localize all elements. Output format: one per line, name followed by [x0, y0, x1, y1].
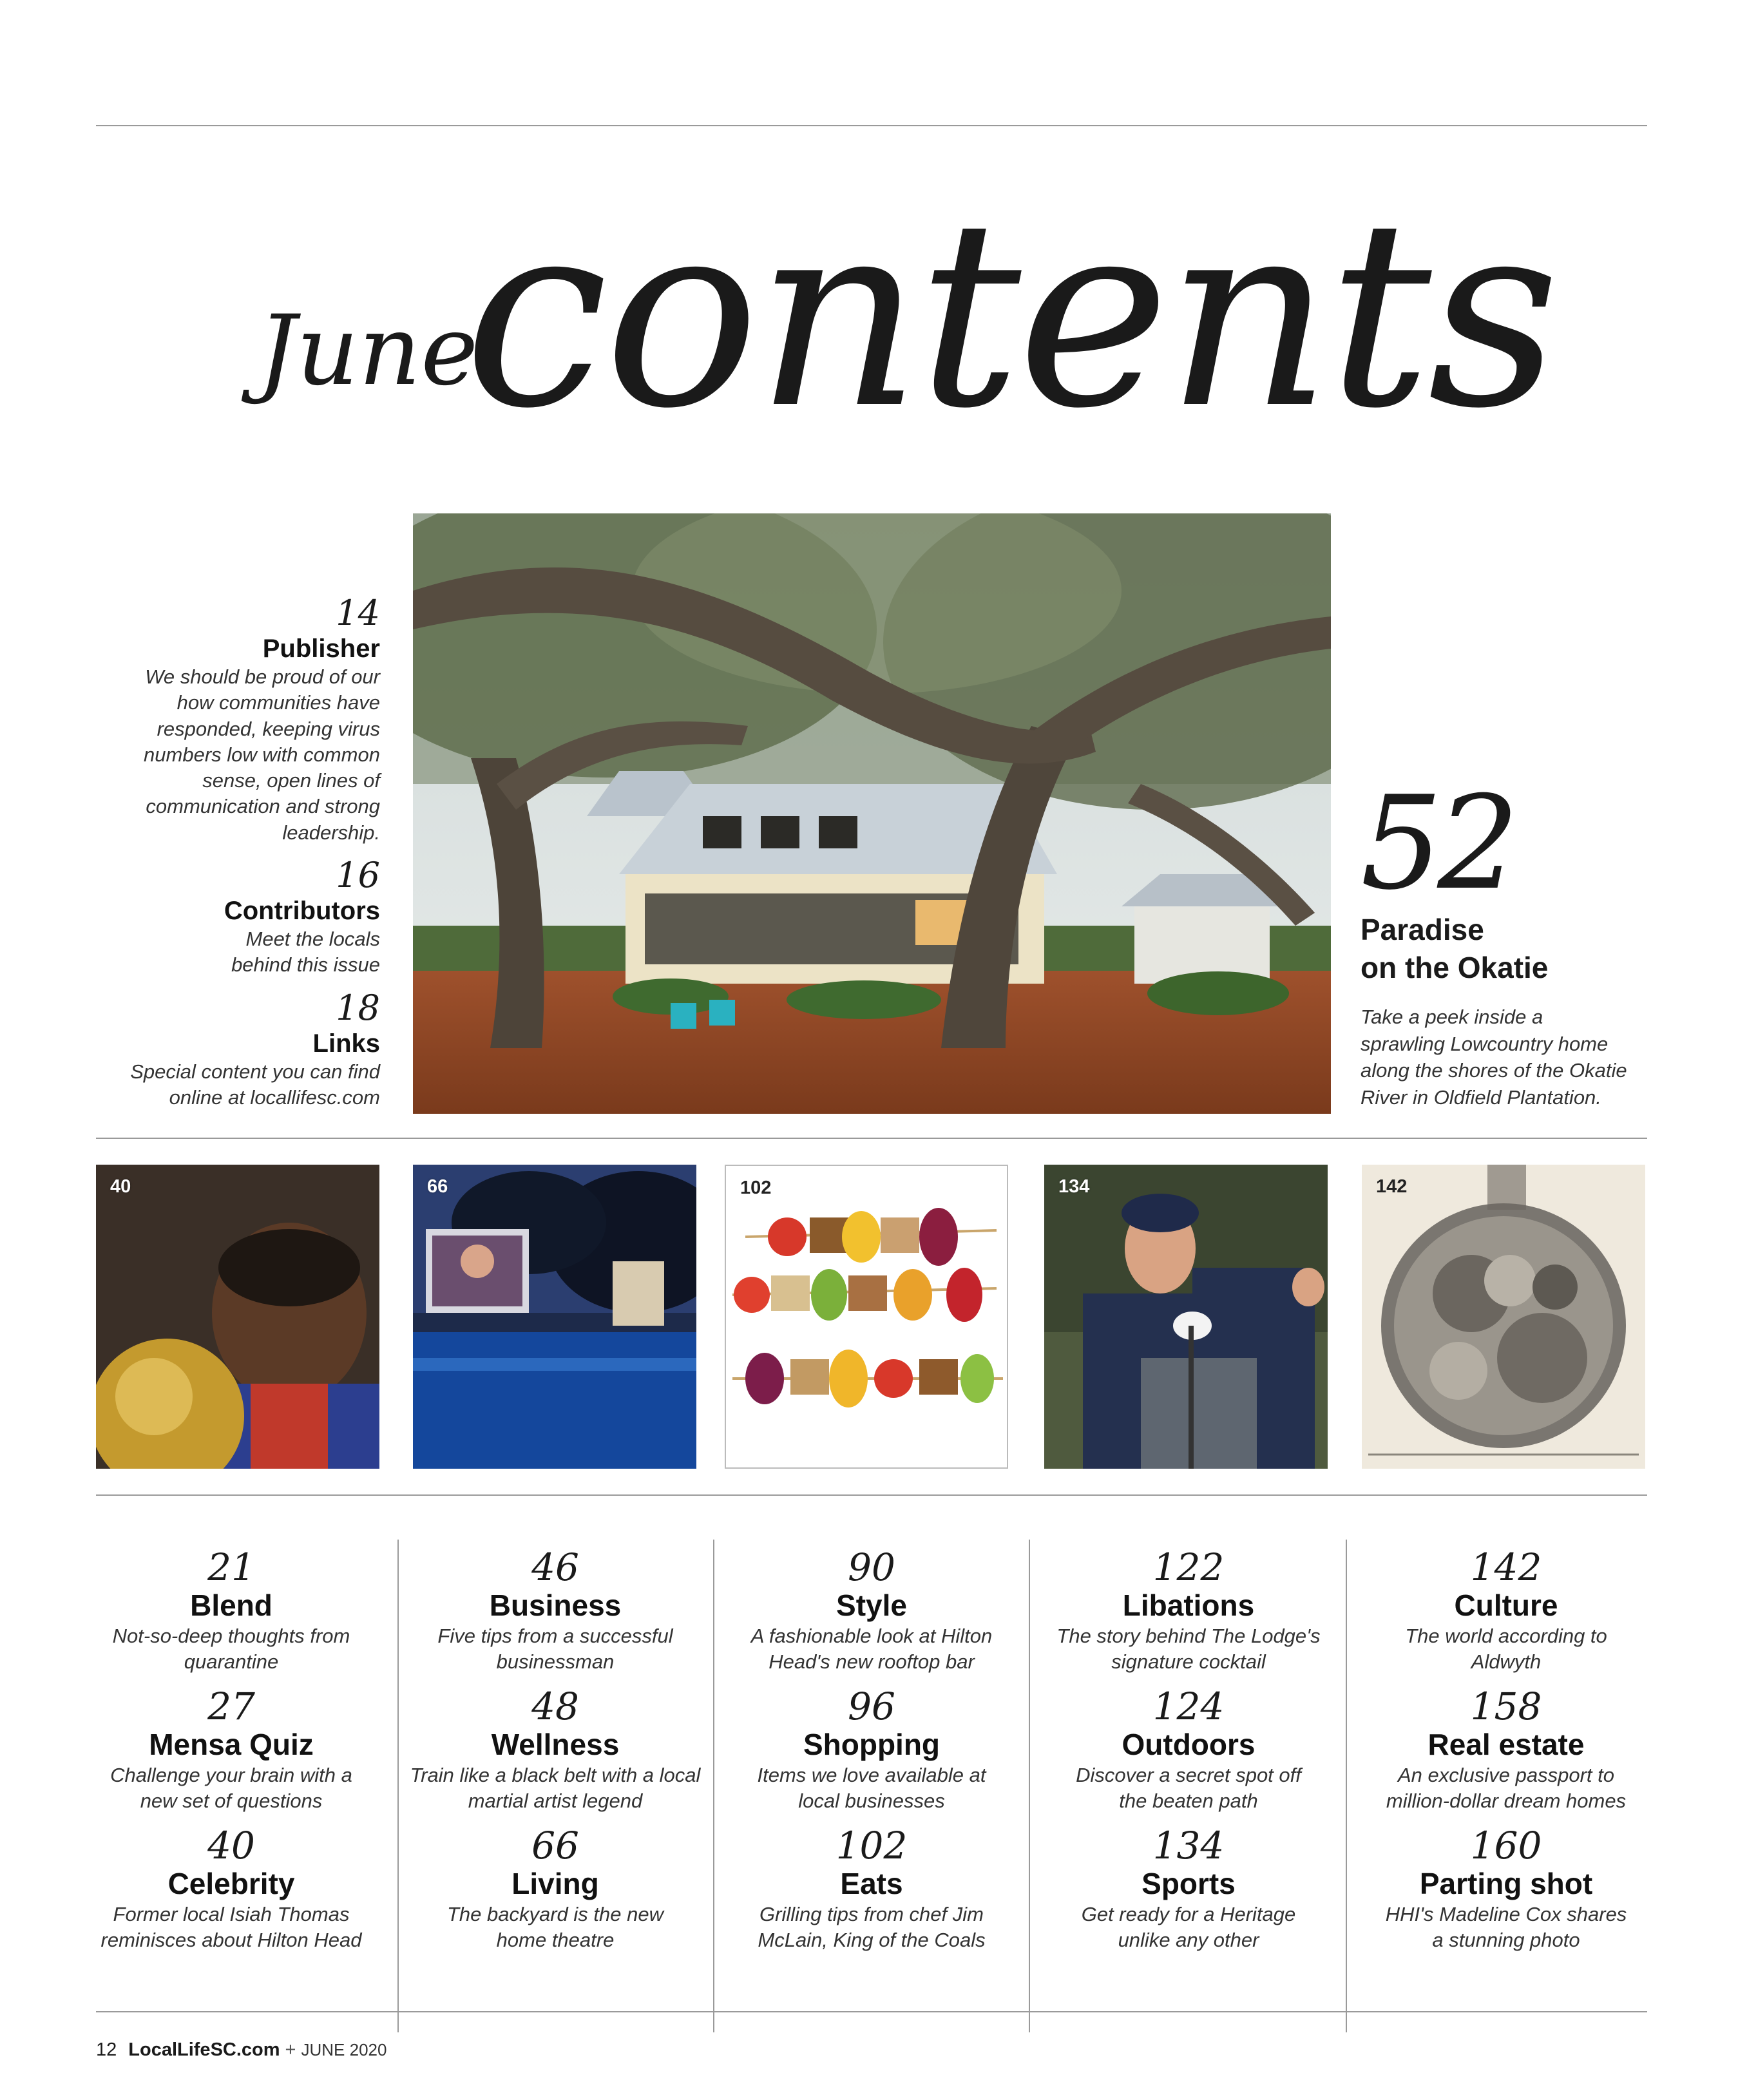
thumbnail-page-number: 66: [427, 1176, 448, 1197]
column-divider: [1346, 1540, 1347, 2032]
toc-column-5: [1355, 1547, 1657, 1965]
thumbnail-page-number: 102: [740, 1178, 772, 1198]
thumbnail-culture[interactable]: [1362, 1165, 1645, 1469]
feature-story[interactable]: [1361, 768, 1631, 1111]
section-title: Wellness: [491, 1728, 620, 1761]
thumbnail-page-number: 134: [1058, 1176, 1090, 1197]
mid-rule: [96, 1138, 1647, 1139]
thumbnail-sports[interactable]: [1044, 1165, 1328, 1469]
page-title: contents: [464, 166, 1556, 465]
section-description: An exclusive passport to million-dollar dream homes: [1386, 1764, 1627, 1812]
toc-column-2: [404, 1547, 707, 1965]
section-title: Business: [489, 1589, 622, 1622]
left-section-publisher[interactable]: [90, 593, 380, 846]
page-number: 16: [336, 855, 380, 895]
toc-column-4: [1037, 1547, 1340, 1965]
section-description: Special content you can find online at locallifesc.com: [130, 1060, 380, 1109]
toc-entry-business[interactable]: [404, 1547, 707, 1686]
page-number: 90: [848, 1545, 895, 1589]
page-footer: [96, 2039, 387, 2061]
feature-title: [1361, 911, 1631, 987]
section-description: Get ready for a Heritage unlike any other: [1081, 1903, 1296, 1951]
section-description: Train like a black belt with a local martial artist legend: [410, 1764, 701, 1812]
page-number: 21: [207, 1545, 255, 1589]
toc-entry-culture[interactable]: [1355, 1547, 1657, 1686]
title-month: June: [258, 295, 479, 407]
toc-entry-sports[interactable]: [1037, 1826, 1340, 1965]
section-title: Publisher: [262, 635, 380, 663]
section-description: Former local Isiah Thomas reminisces about Hilton Head: [100, 1903, 362, 1951]
page-number: 48: [531, 1685, 579, 1728]
page-number: 158: [1470, 1685, 1542, 1728]
folio-page-number: 12: [96, 2039, 117, 2060]
section-title: Contributors: [224, 897, 380, 925]
section-description: The backyard is the new home theatre: [446, 1903, 664, 1951]
section-title: Sports: [1141, 1867, 1236, 1900]
section-title: Parting shot: [1419, 1867, 1593, 1900]
section-title: Style: [836, 1589, 907, 1622]
feature-title-line2: on the Okatie: [1361, 950, 1549, 984]
thumbnail-eats[interactable]: [725, 1165, 1008, 1469]
section-title: Real estate: [1428, 1728, 1585, 1761]
page-number: 18: [336, 988, 380, 1028]
feature-page-number: 52: [1361, 768, 1514, 919]
feature-description: Take a peek inside a sprawling Lowcountry home along the shores of the Okatie River in Oldfield Plantation.: [1361, 1005, 1627, 1109]
page-number: 160: [1470, 1824, 1542, 1867]
column-divider: [713, 1540, 714, 2032]
section-title: Outdoors: [1122, 1728, 1256, 1761]
toc-entry-outdoors[interactable]: [1037, 1686, 1340, 1826]
toc-entry-shopping[interactable]: [720, 1686, 1023, 1826]
page-number: 142: [1470, 1545, 1542, 1589]
page-number: 102: [836, 1824, 908, 1867]
top-rule: [96, 125, 1647, 126]
toc-entry-mensa-quiz[interactable]: [80, 1686, 383, 1826]
section-description: A fashionable look at Hilton Head's new rooftop bar: [750, 1625, 993, 1673]
footer-issue-date: JUNE 2020: [301, 2040, 387, 2059]
feature-title-line1: Paradise: [1361, 913, 1484, 946]
section-description: Five tips from a successful businessman: [437, 1625, 673, 1673]
page-number: 66: [531, 1824, 579, 1867]
section-title: Eats: [840, 1867, 903, 1900]
section-description: HHI's Madeline Cox shares a stunning photo: [1385, 1903, 1627, 1951]
section-title: Celebrity: [167, 1867, 295, 1900]
section-title: Mensa Quiz: [149, 1728, 314, 1761]
section-description: Items we love available at local businesses: [757, 1764, 986, 1812]
hero-photo-house: [413, 513, 1331, 1114]
toc-entry-wellness[interactable]: [404, 1686, 707, 1826]
toc-entry-celebrity[interactable]: [80, 1826, 383, 1965]
bottom-rule: [96, 2011, 1647, 2012]
page-number: 96: [848, 1685, 895, 1728]
page-number: 14: [336, 593, 380, 633]
thumbnail-page-number: 142: [1376, 1176, 1408, 1197]
left-section-contributors[interactable]: [90, 855, 380, 978]
toc-entry-eats[interactable]: [720, 1826, 1023, 1965]
section-title: Shopping: [803, 1728, 941, 1761]
page-number: 134: [1152, 1824, 1225, 1867]
section-description: The story behind The Lodge's signature cocktail: [1056, 1625, 1321, 1673]
thumbnail-page-number: 40: [110, 1176, 131, 1197]
page-number: 122: [1152, 1545, 1225, 1589]
toc-entry-style[interactable]: [720, 1547, 1023, 1686]
section-description: Not-so-deep thoughts from quarantine: [112, 1625, 350, 1673]
section-title: Culture: [1454, 1589, 1558, 1622]
section-description: We should be proud of our how communities have responded, keeping virus numbers low with common sense, open lines of communication and strong leadership.: [144, 665, 380, 844]
toc-entry-libations[interactable]: [1037, 1547, 1340, 1686]
section-description: Discover a secret spot off the beaten path: [1076, 1764, 1301, 1812]
toc-column-3: [720, 1547, 1023, 1965]
toc-entry-blend[interactable]: [80, 1547, 383, 1686]
column-divider: [397, 1540, 399, 2032]
toc-entry-real-estate[interactable]: [1355, 1686, 1657, 1826]
footer-separator: +: [285, 2039, 296, 2060]
thumbnail-living[interactable]: [413, 1165, 696, 1469]
page-number: 40: [207, 1824, 255, 1867]
toc-column-1: [80, 1547, 383, 1965]
section-title: Libations: [1122, 1589, 1255, 1622]
section-title: Blend: [190, 1589, 272, 1622]
section-title: Living: [511, 1867, 599, 1900]
thumbnail-celebrity[interactable]: [96, 1165, 379, 1469]
grid-top-rule: [96, 1494, 1647, 1496]
page-number: 46: [531, 1545, 579, 1589]
section-description: Challenge your brain with a new set of questions: [110, 1764, 352, 1812]
section-title: Links: [312, 1029, 380, 1058]
left-section-links[interactable]: [90, 988, 380, 1111]
section-description: Grilling tips from chef Jim McLain, King of the Coals: [758, 1903, 986, 1951]
section-description: Meet the locals behind this issue: [231, 928, 380, 977]
column-divider: [1029, 1540, 1030, 2032]
page-number: 27: [207, 1685, 255, 1728]
toc-entry-living[interactable]: [404, 1826, 707, 1965]
page-number: 124: [1152, 1685, 1225, 1728]
toc-entry-parting-shot[interactable]: [1355, 1826, 1657, 1965]
section-description: The world according to Aldwyth: [1405, 1625, 1607, 1673]
footer-site-link[interactable]: LocalLifeSC.com: [128, 2039, 280, 2060]
